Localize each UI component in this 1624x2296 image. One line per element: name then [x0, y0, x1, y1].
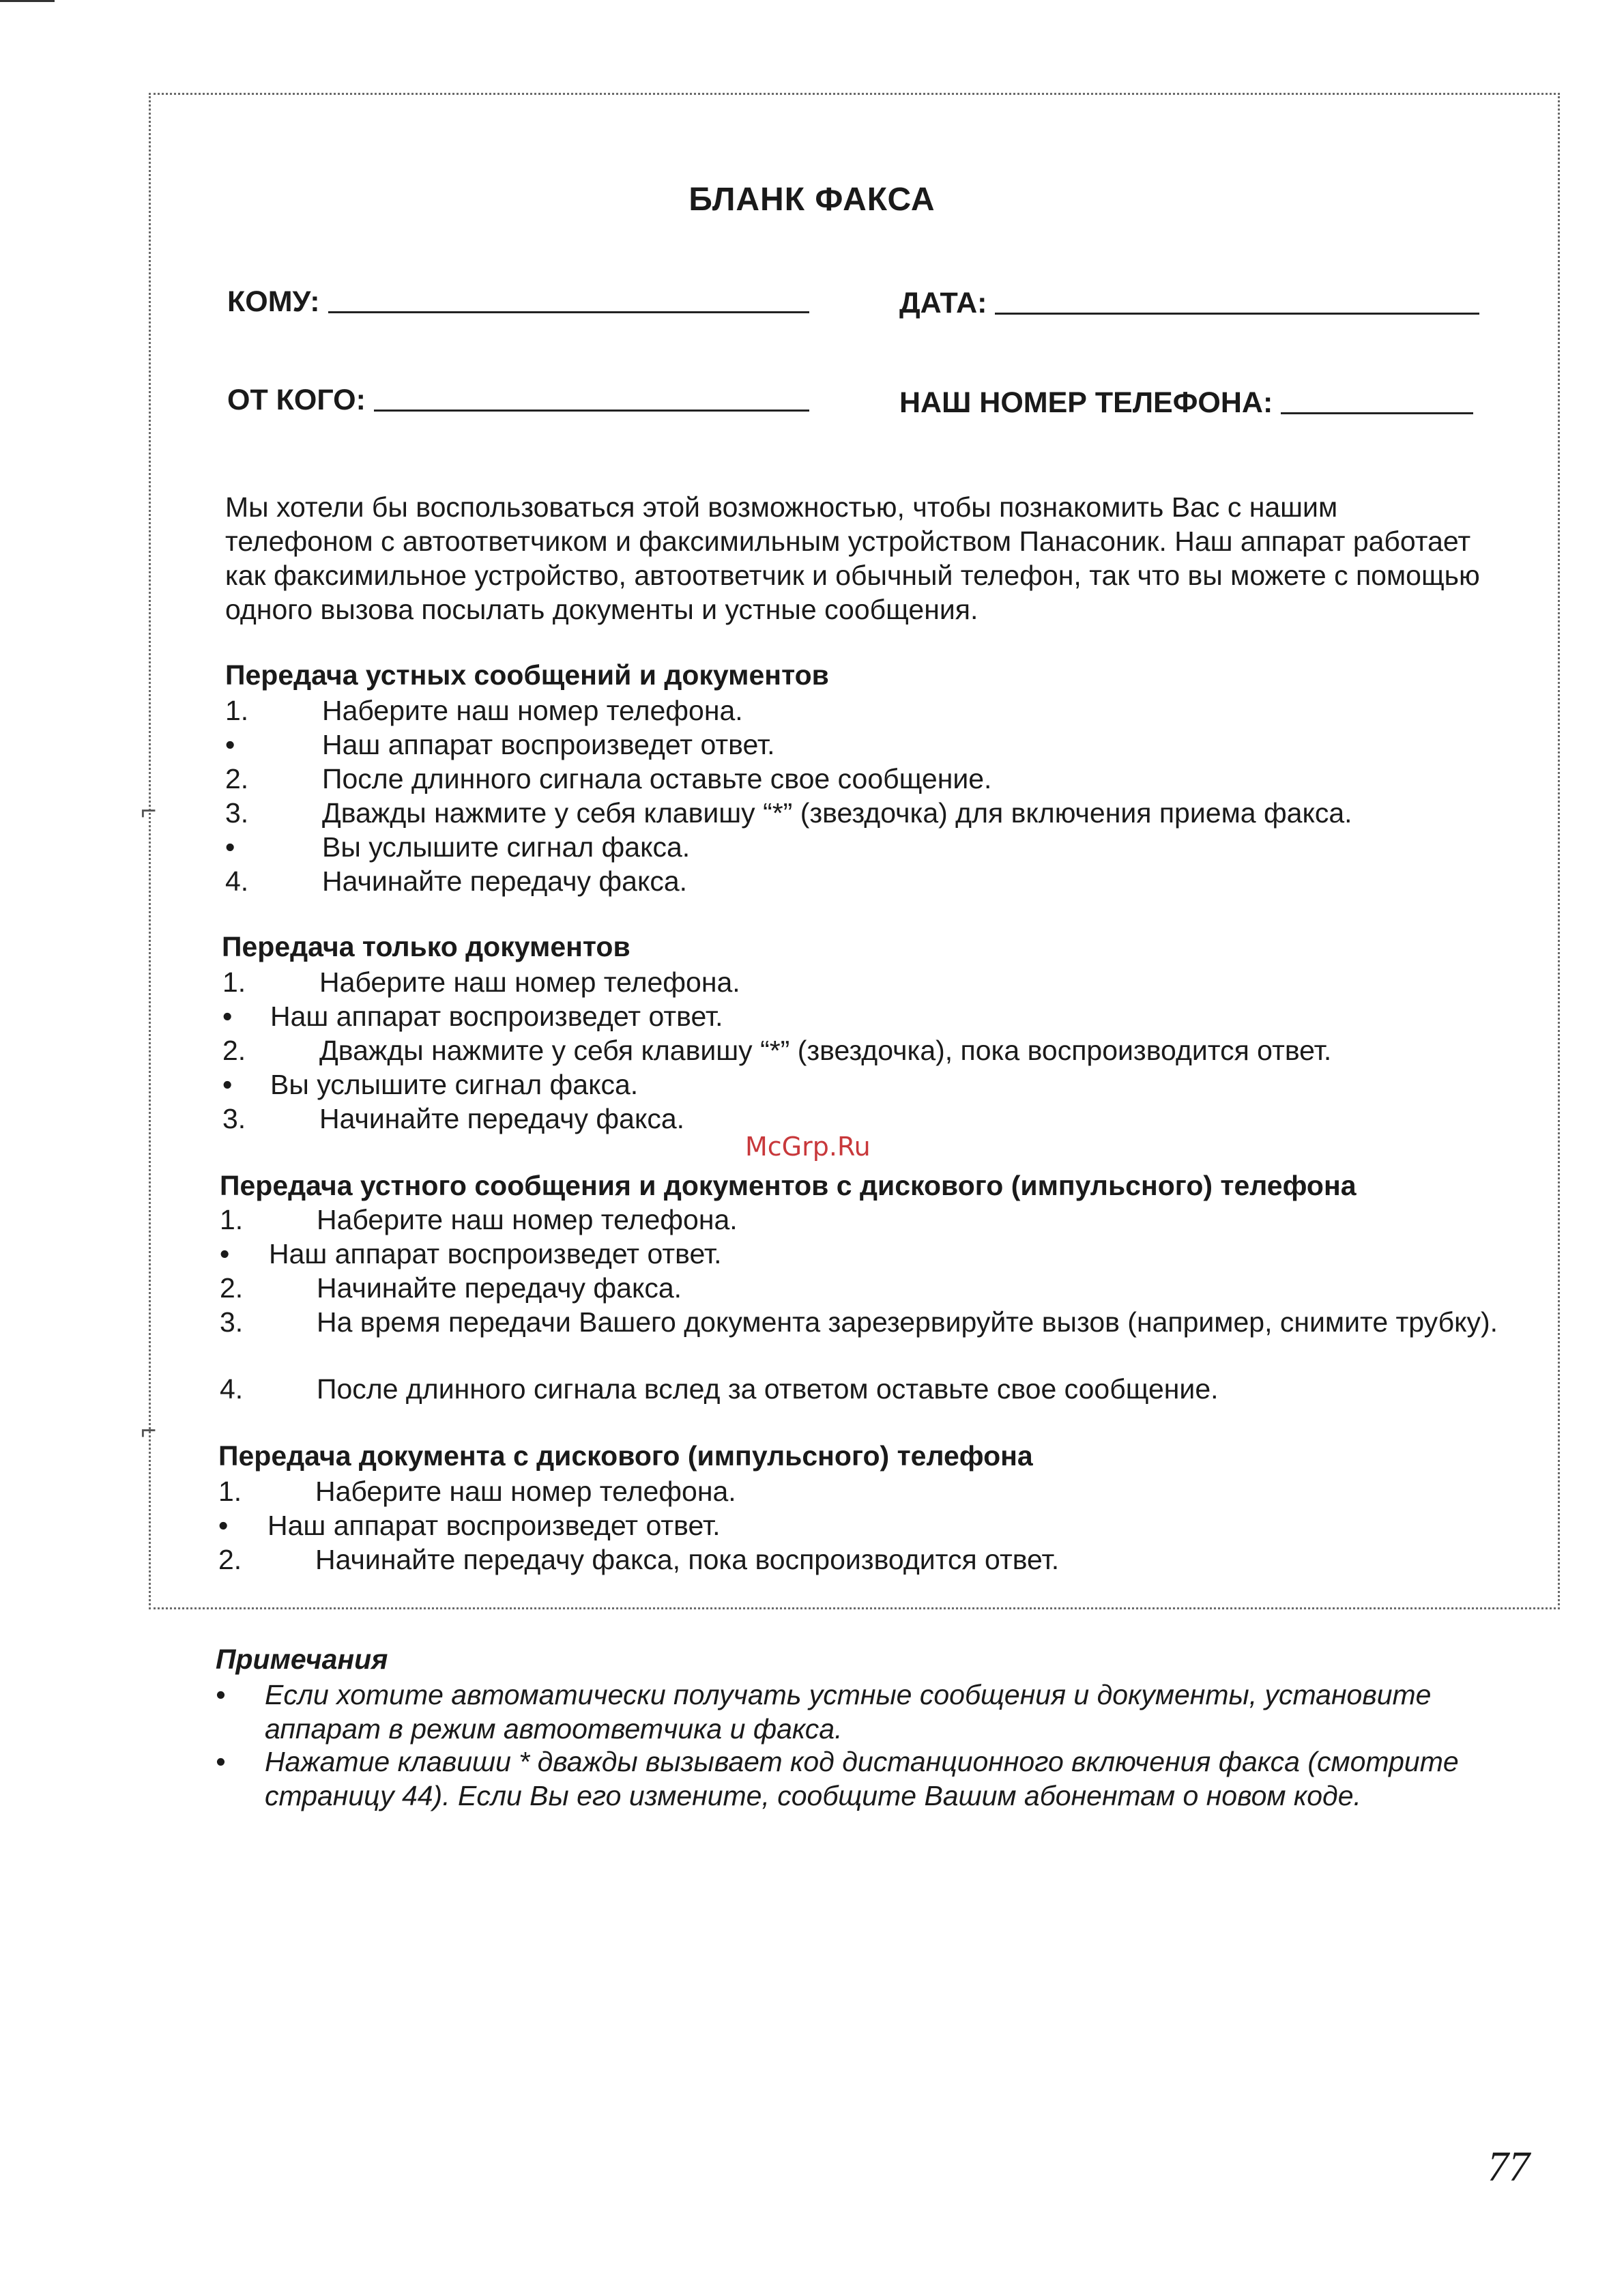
field-from-line — [374, 410, 809, 412]
section-title: Передача устных сообщений и документов — [225, 659, 829, 691]
field-from-label: ОТ КОГО: — [227, 384, 366, 416]
note-marker: • — [216, 1679, 226, 1710]
note-text: Нажатие клавиши * дважды вызывает код дистанционного включения факса (смотрите страницу 44). Если Вы его измените, сообщите Вашим абонентам о новом коде. — [265, 1746, 1459, 1811]
list-item-text: Наш аппарат воспроизведет ответ. — [322, 729, 775, 760]
note-item — [216, 1678, 1526, 1746]
list-item-text: Наш аппарат воспроизведет ответ. — [270, 1001, 723, 1032]
section-title: Передача только документов — [222, 931, 630, 962]
field-date-label: ДАТА: — [899, 287, 987, 319]
field-date-line — [995, 313, 1479, 315]
list-marker: 2. — [220, 1272, 244, 1304]
list-item-text: После длинного сигнала вслед за ответом оставьте свое сообщение. — [317, 1373, 1219, 1405]
field-phone-line — [1281, 412, 1473, 414]
list-marker: 3. — [222, 1103, 246, 1134]
section-title: Передача документа с дискового (импульсного) телефона — [218, 1440, 1033, 1472]
field-phone — [899, 386, 1473, 420]
list-marker: 1. — [225, 695, 249, 726]
watermark: McGrp.Ru — [745, 1132, 871, 1162]
note-marker: • — [216, 1746, 226, 1777]
field-date — [899, 287, 1479, 320]
field-to-label: КОМУ: — [227, 285, 320, 318]
list-marker: 1. — [218, 1476, 242, 1507]
list-item-text: Наберите наш номер телефона. — [322, 695, 743, 726]
list-item-text: Дважды нажмите у себя клавишу “*” (звездочка), пока воспроизводится ответ. — [319, 1035, 1332, 1066]
list-item-text: Вы услышите сигнал факса. — [322, 831, 691, 863]
list-item-text: Дважды нажмите у себя клавишу “*” (звездочка) для включения приема факса. — [322, 797, 1352, 829]
intro-paragraph: Мы хотели бы воспользоваться этой возможностью, чтобы познакомить Вас с нашим телефоном с автоответчиком и факсимильным устройством Панасоник. Наш аппарат работает как факсимильное устройство, автоответчик и обычный телефон, так что вы можете с помощью одного вызова посылать документы и устные сообщения. — [225, 491, 1480, 625]
list-item-text: Начинайте передачу факса, пока воспроизводится ответ. — [315, 1544, 1060, 1575]
list-item-text: На время передачи Вашего документа зарезервируйте вызов (например, снимите трубку). — [317, 1306, 1498, 1338]
list-marker: • — [222, 1001, 233, 1032]
list-item-text: Начинайте передачу факса. — [317, 1272, 682, 1304]
scan-edge-mark — [0, 0, 55, 2]
list-marker: 2. — [222, 1035, 246, 1066]
note-text: Если хотите автоматически получать устные сообщения и документы, установите аппарат в режим автоответчика и факса. — [265, 1679, 1432, 1745]
section-title: Передача устного сообщения и документов с дискового (импульсного) телефона — [220, 1170, 1357, 1201]
list-marker: 2. — [218, 1544, 242, 1575]
list-marker: • — [222, 1069, 233, 1100]
list-item-text: Наберите наш номер телефона. — [317, 1204, 738, 1235]
list-marker: 2. — [225, 763, 249, 794]
margin-tick-mark: ⌐ — [141, 796, 157, 826]
notes-title: Примечания — [216, 1644, 388, 1675]
field-phone-label: НАШ НОМЕР ТЕЛЕФОНА: — [899, 386, 1273, 419]
note-item — [216, 1745, 1526, 1813]
list-marker: 1. — [222, 966, 246, 998]
field-from — [227, 384, 809, 417]
list-item-text: Наш аппарат воспроизведет ответ. — [267, 1510, 721, 1541]
list-item-text: Начинайте передачу факса. — [319, 1103, 685, 1134]
list-item-text: После длинного сигнала оставьте свое сообщение. — [322, 763, 992, 794]
list-marker: 4. — [220, 1373, 244, 1405]
field-to — [227, 285, 809, 319]
list-marker: 3. — [220, 1306, 244, 1338]
field-to-line — [328, 311, 809, 313]
page-number: 77 — [1488, 2144, 1530, 2190]
list-item-text: Начинайте передачу факса. — [322, 865, 688, 897]
list-marker: 3. — [225, 797, 249, 829]
list-marker: • — [218, 1510, 229, 1541]
list-marker: • — [225, 729, 235, 760]
list-item-text: Наберите наш номер телефона. — [315, 1476, 736, 1507]
list-marker: 1. — [220, 1204, 244, 1235]
list-item-text: Наберите наш номер телефона. — [319, 966, 740, 998]
page-title: БЛАНК ФАКСА — [688, 182, 936, 218]
list-item-text: Вы услышите сигнал факса. — [270, 1069, 639, 1100]
list-marker: • — [220, 1238, 230, 1269]
list-marker: 4. — [225, 865, 249, 897]
margin-tick-mark: ⌐ — [141, 1416, 157, 1446]
list-marker: • — [225, 831, 235, 863]
list-item-text: Наш аппарат воспроизведет ответ. — [269, 1238, 722, 1269]
